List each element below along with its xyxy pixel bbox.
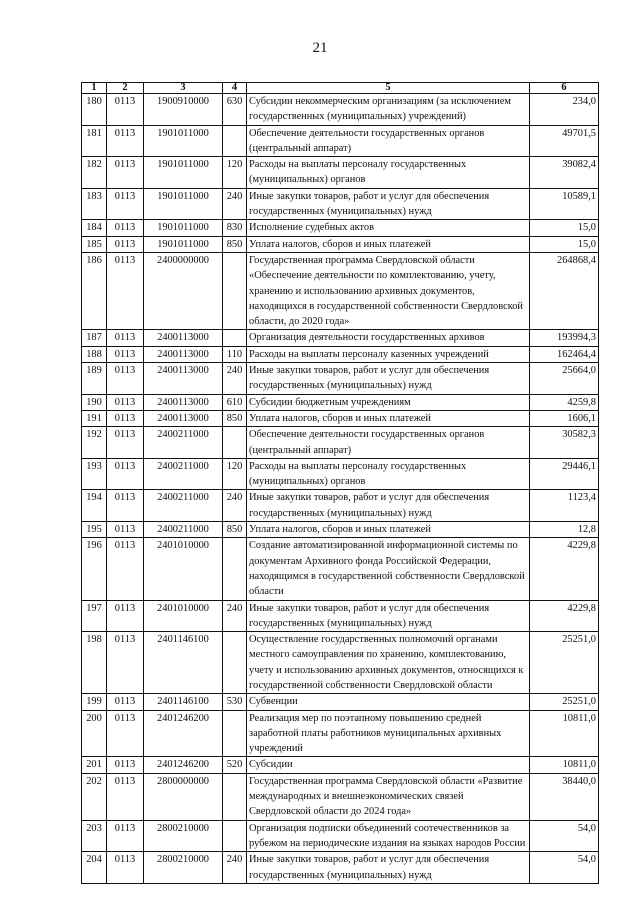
row-number: 192 (82, 427, 107, 459)
table-row (82, 410, 599, 426)
budget-table (81, 82, 599, 884)
target-article-code: 2400113000 (144, 363, 223, 395)
table-row (82, 757, 599, 773)
amount: 39082,4 (530, 157, 599, 189)
column-header: 5 (247, 83, 530, 94)
table-row (82, 125, 599, 157)
column-header: 3 (144, 83, 223, 94)
expense-type-code: 830 (223, 220, 247, 236)
expense-type-code (223, 538, 247, 600)
expense-type-code: 520 (223, 757, 247, 773)
amount: 1123,4 (530, 490, 599, 522)
expense-description: Субсидии (247, 757, 530, 773)
amount: 54,0 (530, 852, 599, 884)
table-row (82, 94, 599, 126)
expense-description: Иные закупки товаров, работ и услуг для обеспечения государственных (муниципальных) нужд (247, 852, 530, 884)
amount: 25664,0 (530, 363, 599, 395)
expense-description: Обеспечение деятельности государственных органов (центральный аппарат) (247, 427, 530, 459)
row-number: 186 (82, 252, 107, 329)
table-row (82, 346, 599, 362)
expense-description: Государственная программа Свердловской области «Развитие международных и внешнеэкономических связей Свердловской области до 2024 года» (247, 773, 530, 820)
table-row (82, 188, 599, 220)
section-code: 0113 (107, 394, 144, 410)
target-article-code: 2401010000 (144, 600, 223, 632)
table-row (82, 220, 599, 236)
expense-type-code: 530 (223, 694, 247, 710)
expense-type-code: 240 (223, 852, 247, 884)
expense-type-code: 630 (223, 94, 247, 126)
row-number: 191 (82, 410, 107, 426)
table-row (82, 820, 599, 852)
section-code: 0113 (107, 820, 144, 852)
row-number: 194 (82, 490, 107, 522)
table-row (82, 632, 599, 694)
amount: 162464,4 (530, 346, 599, 362)
section-code: 0113 (107, 427, 144, 459)
amount: 4229,8 (530, 538, 599, 600)
expense-type-code: 240 (223, 363, 247, 395)
section-code: 0113 (107, 220, 144, 236)
amount: 10811,0 (530, 757, 599, 773)
expense-type-code: 850 (223, 236, 247, 252)
amount: 38440,0 (530, 773, 599, 820)
row-number: 203 (82, 820, 107, 852)
section-code: 0113 (107, 188, 144, 220)
target-article-code: 2400113000 (144, 346, 223, 362)
amount: 12,8 (530, 522, 599, 538)
amount: 25251,0 (530, 632, 599, 694)
expense-description: Расходы на выплаты персоналу государственных (муниципальных) органов (247, 157, 530, 189)
expense-description: Уплата налогов, сборов и иных платежей (247, 522, 530, 538)
expense-type-code (223, 820, 247, 852)
expense-description: Государственная программа Свердловской области «Обеспечение деятельности по комплектованию, учету, хранению и использованию архивных документов, находящихся в государственной собственности Свердловской области, до 2020 года» (247, 252, 530, 329)
expense-description: Иные закупки товаров, работ и услуг для обеспечения государственных (муниципальных) нужд (247, 600, 530, 632)
row-number: 199 (82, 694, 107, 710)
expense-type-code (223, 427, 247, 459)
table-row (82, 394, 599, 410)
section-code: 0113 (107, 538, 144, 600)
table-row (82, 363, 599, 395)
amount: 234,0 (530, 94, 599, 126)
target-article-code: 2800210000 (144, 852, 223, 884)
amount: 15,0 (530, 236, 599, 252)
expense-type-code: 610 (223, 394, 247, 410)
expense-description: Уплата налогов, сборов и иных платежей (247, 236, 530, 252)
table-row (82, 694, 599, 710)
expense-type-code: 120 (223, 157, 247, 189)
target-article-code: 2800000000 (144, 773, 223, 820)
table-row (82, 538, 599, 600)
row-number: 198 (82, 632, 107, 694)
expense-description: Субсидии бюджетным учреждениям (247, 394, 530, 410)
target-article-code: 1900910000 (144, 94, 223, 126)
column-header: 6 (530, 83, 599, 94)
table-row (82, 157, 599, 189)
target-article-code: 1901011000 (144, 125, 223, 157)
section-code: 0113 (107, 694, 144, 710)
expense-description: Создание автоматизированной информационной системы по документам Архивного фонда Российской Федерации, находящимся в государственной собственности Свердловской области (247, 538, 530, 600)
amount: 10811,0 (530, 710, 599, 757)
row-number: 202 (82, 773, 107, 820)
expense-type-code: 850 (223, 522, 247, 538)
section-code: 0113 (107, 490, 144, 522)
expense-description: Осуществление государственных полномочий органами местного самоуправления по хранению, комплектованию, учету и использованию архивных документов, относящихся к государственной собственности Свердловской области (247, 632, 530, 694)
target-article-code: 2401246200 (144, 710, 223, 757)
section-code: 0113 (107, 757, 144, 773)
amount: 10589,1 (530, 188, 599, 220)
expense-type-code: 120 (223, 458, 247, 490)
row-number: 189 (82, 363, 107, 395)
amount: 264868,4 (530, 252, 599, 329)
amount: 54,0 (530, 820, 599, 852)
target-article-code: 2400113000 (144, 410, 223, 426)
target-article-code: 2400211000 (144, 427, 223, 459)
table-row (82, 600, 599, 632)
column-header: 4 (223, 83, 247, 94)
target-article-code: 1901011000 (144, 236, 223, 252)
row-number: 201 (82, 757, 107, 773)
amount: 193994,3 (530, 330, 599, 346)
expense-type-code (223, 773, 247, 820)
table-row (82, 236, 599, 252)
expense-description: Организация подписки объединений соотечественников за рубежом на периодические издания на языках народов России (247, 820, 530, 852)
table-header-row (82, 83, 599, 94)
table-row (82, 252, 599, 329)
target-article-code: 1901011000 (144, 188, 223, 220)
table-row (82, 852, 599, 884)
row-number: 183 (82, 188, 107, 220)
row-number: 195 (82, 522, 107, 538)
amount: 25251,0 (530, 694, 599, 710)
section-code: 0113 (107, 125, 144, 157)
expense-type-code (223, 710, 247, 757)
section-code: 0113 (107, 346, 144, 362)
table-row (82, 427, 599, 459)
amount: 1606,1 (530, 410, 599, 426)
amount: 4229,8 (530, 600, 599, 632)
table-row (82, 458, 599, 490)
table-row (82, 522, 599, 538)
target-article-code: 2401146100 (144, 632, 223, 694)
section-code: 0113 (107, 522, 144, 538)
expense-type-code (223, 125, 247, 157)
expense-description: Иные закупки товаров, работ и услуг для обеспечения государственных (муниципальных) нужд (247, 363, 530, 395)
section-code: 0113 (107, 330, 144, 346)
expense-description: Исполнение судебных актов (247, 220, 530, 236)
expense-type-code (223, 330, 247, 346)
expense-type-code: 110 (223, 346, 247, 362)
row-number: 185 (82, 236, 107, 252)
row-number: 181 (82, 125, 107, 157)
amount: 49701,5 (530, 125, 599, 157)
amount: 29446,1 (530, 458, 599, 490)
expense-description: Субвенции (247, 694, 530, 710)
section-code: 0113 (107, 363, 144, 395)
section-code: 0113 (107, 852, 144, 884)
row-number: 200 (82, 710, 107, 757)
column-header: 1 (82, 83, 107, 94)
expense-type-code: 850 (223, 410, 247, 426)
section-code: 0113 (107, 94, 144, 126)
amount: 30582,3 (530, 427, 599, 459)
row-number: 196 (82, 538, 107, 600)
target-article-code: 2400211000 (144, 458, 223, 490)
target-article-code: 1901011000 (144, 220, 223, 236)
target-article-code: 2401246200 (144, 757, 223, 773)
amount: 4259,8 (530, 394, 599, 410)
section-code: 0113 (107, 157, 144, 189)
section-code: 0113 (107, 773, 144, 820)
table-row (82, 330, 599, 346)
row-number: 180 (82, 94, 107, 126)
expense-type-code (223, 632, 247, 694)
row-number: 187 (82, 330, 107, 346)
target-article-code: 2401146100 (144, 694, 223, 710)
row-number: 182 (82, 157, 107, 189)
table-row (82, 773, 599, 820)
section-code: 0113 (107, 600, 144, 632)
target-article-code: 2400211000 (144, 522, 223, 538)
target-article-code: 2400000000 (144, 252, 223, 329)
expense-description: Уплата налогов, сборов и иных платежей (247, 410, 530, 426)
target-article-code: 2400113000 (144, 330, 223, 346)
page-number: 21 (312, 40, 328, 56)
table-row (82, 490, 599, 522)
section-code: 0113 (107, 632, 144, 694)
row-number: 197 (82, 600, 107, 632)
amount: 15,0 (530, 220, 599, 236)
target-article-code: 2400211000 (144, 490, 223, 522)
section-code: 0113 (107, 458, 144, 490)
row-number: 188 (82, 346, 107, 362)
row-number: 193 (82, 458, 107, 490)
expense-type-code (223, 252, 247, 329)
section-code: 0113 (107, 710, 144, 757)
expense-type-code: 240 (223, 490, 247, 522)
section-code: 0113 (107, 252, 144, 329)
table-row (82, 710, 599, 757)
expense-description: Субсидии некоммерческим организациям (за исключением государственных (муниципальных) учреждений) (247, 94, 530, 126)
expense-description: Расходы на выплаты персоналу государственных (муниципальных) органов (247, 458, 530, 490)
target-article-code: 1901011000 (144, 157, 223, 189)
target-article-code: 2400113000 (144, 394, 223, 410)
target-article-code: 2800210000 (144, 820, 223, 852)
expense-type-code: 240 (223, 188, 247, 220)
row-number: 204 (82, 852, 107, 884)
expense-description: Иные закупки товаров, работ и услуг для обеспечения государственных (муниципальных) нужд (247, 188, 530, 220)
section-code: 0113 (107, 236, 144, 252)
column-header: 2 (107, 83, 144, 94)
expense-description: Организация деятельности государственных архивов (247, 330, 530, 346)
row-number: 190 (82, 394, 107, 410)
row-number: 184 (82, 220, 107, 236)
target-article-code: 2401010000 (144, 538, 223, 600)
expense-description: Расходы на выплаты персоналу казенных учреждений (247, 346, 530, 362)
expense-type-code: 240 (223, 600, 247, 632)
section-code: 0113 (107, 410, 144, 426)
expense-description: Реализация мер по поэтапному повышению средней заработной платы работников муниципальных архивных учреждений (247, 710, 530, 757)
expense-description: Обеспечение деятельности государственных органов (центральный аппарат) (247, 125, 530, 157)
expense-description: Иные закупки товаров, работ и услуг для обеспечения государственных (муниципальных) нужд (247, 490, 530, 522)
